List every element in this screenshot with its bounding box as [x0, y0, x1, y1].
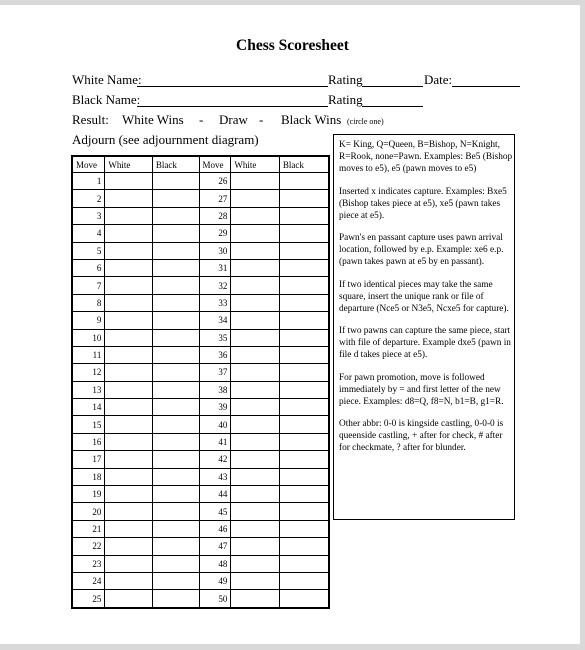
white-move-cell[interactable]	[105, 381, 153, 398]
result-separator: -	[259, 112, 264, 127]
table-row	[72, 381, 329, 398]
move-number: 28	[199, 207, 231, 224]
note-capture: Inserted x indicates capture. Examples: Bxe5 (Bishop takes piece at e5), xe5 (pawn takes piece at e5).	[339, 186, 507, 221]
white-move-cell[interactable]	[231, 486, 280, 503]
move-number: 4	[72, 225, 105, 242]
white-move-cell[interactable]	[231, 346, 280, 363]
white-move-cell[interactable]	[105, 312, 153, 329]
move-number: 47	[199, 538, 231, 555]
result-label: Result:	[72, 112, 109, 127]
black-move-cell[interactable]	[279, 590, 329, 608]
black-move-cell[interactable]	[279, 364, 329, 381]
white-move-cell[interactable]	[231, 468, 280, 485]
black-move-cell[interactable]	[152, 416, 199, 433]
white-move-cell[interactable]	[231, 190, 280, 207]
black-move-cell[interactable]	[279, 346, 329, 363]
black-wins-option[interactable]: Black Wins	[281, 112, 342, 127]
black-move-cell[interactable]	[152, 364, 199, 381]
move-number: 2	[72, 190, 105, 207]
move-number: 6	[72, 259, 105, 276]
black-move-cell[interactable]	[279, 416, 329, 433]
black-column-header: Black	[152, 156, 199, 173]
move-number: 38	[199, 381, 231, 398]
white-move-cell[interactable]	[105, 416, 153, 433]
black-move-cell[interactable]	[279, 259, 329, 276]
black-move-cell[interactable]	[152, 503, 199, 520]
black-move-cell[interactable]	[152, 190, 199, 207]
black-move-cell[interactable]	[279, 190, 329, 207]
black-move-cell[interactable]	[152, 572, 199, 589]
table-row	[72, 225, 329, 242]
white-move-cell[interactable]	[231, 277, 280, 294]
move-number: 33	[199, 294, 231, 311]
move-number: 29	[199, 225, 231, 242]
black-move-cell[interactable]	[152, 520, 199, 537]
move-number: 12	[72, 364, 105, 381]
white-move-cell[interactable]	[105, 242, 153, 259]
circle-one-hint: (circle one)	[347, 117, 384, 126]
white-move-cell[interactable]	[231, 590, 280, 608]
black-move-cell[interactable]	[279, 538, 329, 555]
move-number: 36	[199, 346, 231, 363]
white-move-cell[interactable]	[105, 572, 153, 589]
table-row	[72, 538, 329, 555]
white-move-cell[interactable]	[231, 416, 280, 433]
move-number: 42	[199, 451, 231, 468]
black-move-cell[interactable]	[279, 381, 329, 398]
move-number: 20	[72, 503, 105, 520]
black-move-cell[interactable]	[279, 329, 329, 346]
move-number: 3	[72, 207, 105, 224]
white-move-cell[interactable]	[105, 225, 153, 242]
date-field[interactable]	[452, 86, 520, 87]
white-move-cell[interactable]	[231, 520, 280, 537]
white-move-cell[interactable]	[231, 433, 280, 450]
white-move-cell[interactable]	[231, 329, 280, 346]
move-number: 8	[72, 294, 105, 311]
move-number: 27	[199, 190, 231, 207]
black-move-cell[interactable]	[152, 433, 199, 450]
black-move-cell[interactable]	[279, 486, 329, 503]
white-move-cell[interactable]	[231, 173, 280, 190]
black-move-cell[interactable]	[152, 329, 199, 346]
move-number: 23	[72, 555, 105, 572]
move-number: 31	[199, 259, 231, 276]
note-en-passant: Pawn's en passant capture uses pawn arrival location, followed by e.p. Example: xe6 e.p.(pawn takes pawn at e5 by en passant).	[339, 233, 504, 267]
black-move-cell[interactable]	[152, 399, 199, 416]
black-move-cell[interactable]	[152, 555, 199, 572]
note-disambiguation: If two identical pieces may take the same square, insert the unique rank or file of departure (Nce5 or N3e5, Ncxe5 for capture).	[339, 279, 509, 314]
white-move-cell[interactable]	[105, 503, 153, 520]
black-rating-label: Rating	[328, 92, 363, 107]
move-number: 7	[72, 277, 105, 294]
white-move-cell[interactable]	[231, 538, 280, 555]
black-move-cell[interactable]	[279, 503, 329, 520]
draw-option[interactable]: Draw	[219, 112, 248, 127]
black-move-cell[interactable]	[152, 173, 199, 190]
black-move-cell[interactable]	[279, 555, 329, 572]
black-move-cell[interactable]	[152, 381, 199, 398]
move-number: 32	[199, 277, 231, 294]
table-row	[72, 329, 329, 346]
white-move-cell[interactable]	[105, 555, 153, 572]
white-move-cell[interactable]	[105, 433, 153, 450]
white-move-cell[interactable]	[105, 590, 153, 608]
black-move-cell[interactable]	[279, 468, 329, 485]
move-number: 41	[199, 433, 231, 450]
black-move-cell[interactable]	[152, 225, 199, 242]
white-move-cell[interactable]	[105, 538, 153, 555]
move-number: 30	[199, 242, 231, 259]
table-row	[72, 520, 329, 537]
table-row	[72, 416, 329, 433]
table-row	[72, 312, 329, 329]
white-move-cell[interactable]	[231, 399, 280, 416]
black-move-cell[interactable]	[152, 312, 199, 329]
black-move-cell[interactable]	[152, 294, 199, 311]
black-move-cell[interactable]	[279, 207, 329, 224]
result-separator: -	[199, 112, 204, 127]
white-move-cell[interactable]	[105, 294, 153, 311]
move-number: 11	[72, 346, 105, 363]
move-number: 24	[72, 572, 105, 589]
white-move-cell[interactable]	[105, 364, 153, 381]
white-rating-field[interactable]	[362, 86, 423, 87]
white-column-header: White	[105, 156, 153, 173]
move-number: 15	[72, 416, 105, 433]
page-title: Chess Scoresheet	[236, 37, 349, 54]
table-row	[72, 555, 329, 572]
white-name-field[interactable]	[137, 86, 328, 87]
table-row	[72, 486, 329, 503]
white-move-cell[interactable]	[231, 451, 280, 468]
move-number: 35	[199, 329, 231, 346]
white-move-cell[interactable]	[105, 173, 153, 190]
white-move-cell[interactable]	[105, 520, 153, 537]
black-move-cell[interactable]	[152, 346, 199, 363]
black-move-cell[interactable]	[152, 468, 199, 485]
date-label: Date:	[424, 72, 453, 87]
adjourn-option[interactable]: Adjourn (see adjournment diagram)	[72, 132, 259, 147]
move-number: 48	[199, 555, 231, 572]
table-row	[72, 190, 329, 207]
black-move-cell[interactable]	[152, 538, 199, 555]
top-border	[0, 0, 585, 5]
move-number: 25	[72, 590, 105, 608]
black-name-field[interactable]	[137, 106, 328, 107]
table-row	[72, 346, 329, 363]
white-move-cell[interactable]	[231, 555, 280, 572]
white-move-cell[interactable]	[231, 225, 280, 242]
black-move-cell[interactable]	[152, 242, 199, 259]
move-number: 43	[199, 468, 231, 485]
move-number: 18	[72, 468, 105, 485]
table-row	[72, 277, 329, 294]
move-number: 9	[72, 312, 105, 329]
white-wins-option[interactable]: White Wins	[122, 112, 184, 127]
moves-table	[71, 155, 330, 609]
move-number: 45	[199, 503, 231, 520]
black-move-cell[interactable]	[279, 433, 329, 450]
table-row	[72, 173, 329, 190]
white-move-cell[interactable]	[105, 190, 153, 207]
moves-table-header	[72, 156, 329, 173]
white-move-cell[interactable]	[105, 451, 153, 468]
move-number: 22	[72, 538, 105, 555]
move-number: 37	[199, 364, 231, 381]
black-column-header: Black	[279, 156, 329, 173]
table-row	[72, 433, 329, 450]
note-piece-letters: K= King, Q=Queen, B=Bishop, N=Knight, R=Rook, none=Pawn. Examples: Be5 (Bishop moves to e5), e5 (pawn moves to e5)	[339, 140, 513, 174]
move-number: 44	[199, 486, 231, 503]
white-move-cell[interactable]	[105, 468, 153, 485]
black-move-cell[interactable]	[152, 451, 199, 468]
white-move-cell[interactable]	[231, 572, 280, 589]
black-move-cell[interactable]	[152, 277, 199, 294]
table-row	[72, 294, 329, 311]
white-move-cell[interactable]	[231, 364, 280, 381]
move-number: 49	[199, 572, 231, 589]
white-move-cell[interactable]	[105, 259, 153, 276]
right-border	[580, 0, 585, 650]
move-column-header: Move	[72, 156, 105, 173]
black-move-cell[interactable]	[279, 277, 329, 294]
white-move-cell[interactable]	[231, 503, 280, 520]
white-move-cell[interactable]	[105, 486, 153, 503]
move-number: 17	[72, 451, 105, 468]
white-move-cell[interactable]	[105, 329, 153, 346]
black-move-cell[interactable]	[279, 173, 329, 190]
black-move-cell[interactable]	[279, 294, 329, 311]
table-row	[72, 590, 329, 608]
black-move-cell[interactable]	[279, 520, 329, 537]
white-move-cell[interactable]	[105, 346, 153, 363]
black-move-cell[interactable]	[279, 572, 329, 589]
white-move-cell[interactable]	[231, 294, 280, 311]
move-number: 34	[199, 312, 231, 329]
white-rating-label: Rating	[328, 72, 363, 87]
move-number: 40	[199, 416, 231, 433]
move-number: 26	[199, 173, 231, 190]
notation-notes-box	[333, 134, 515, 520]
white-name-label: White Name:	[72, 72, 142, 87]
black-rating-field[interactable]	[362, 106, 423, 107]
move-number: 1	[72, 173, 105, 190]
table-row	[72, 572, 329, 589]
black-move-cell[interactable]	[152, 486, 199, 503]
black-move-cell[interactable]	[279, 225, 329, 242]
white-move-cell[interactable]	[231, 207, 280, 224]
white-move-cell[interactable]	[231, 312, 280, 329]
table-row	[72, 468, 329, 485]
move-number: 14	[72, 399, 105, 416]
white-move-cell[interactable]	[231, 242, 280, 259]
move-number: 21	[72, 520, 105, 537]
white-move-cell[interactable]	[231, 381, 280, 398]
black-name-label: Black Name:	[72, 92, 141, 107]
table-row	[72, 242, 329, 259]
table-row	[72, 503, 329, 520]
black-move-cell[interactable]	[152, 259, 199, 276]
white-move-cell[interactable]	[105, 399, 153, 416]
note-other-abbreviations: Other abbr: 0-0 is kingside castling, 0-0-0 is queenside castling, + after for check, # after for checkmate, ? after for blunder.	[339, 419, 504, 453]
black-move-cell[interactable]	[152, 207, 199, 224]
white-move-cell[interactable]	[105, 207, 153, 224]
table-row	[72, 399, 329, 416]
move-number: 10	[72, 329, 105, 346]
move-number: 39	[199, 399, 231, 416]
table-row	[72, 451, 329, 468]
move-number: 13	[72, 381, 105, 398]
black-move-cell[interactable]	[152, 590, 199, 608]
move-column-header: Move	[199, 156, 231, 173]
white-column-header: White	[231, 156, 280, 173]
move-number: 5	[72, 242, 105, 259]
note-pawn-capture: If two pawns can capture the same piece, start with file of departure. Example dxe5 (pawn in file d takes piece at e5).	[339, 326, 511, 360]
move-number: 50	[199, 590, 231, 608]
black-move-cell[interactable]	[279, 451, 329, 468]
note-promotion: For pawn promotion, move is followed immediately by = and first letter of the new piece. Examples: d8=Q, f8=N, b1=B, g1=R.	[339, 372, 504, 407]
black-move-cell[interactable]	[279, 399, 329, 416]
black-move-cell[interactable]	[279, 242, 329, 259]
table-row	[72, 259, 329, 276]
move-number: 46	[199, 520, 231, 537]
table-row	[72, 364, 329, 381]
black-move-cell[interactable]	[279, 312, 329, 329]
bottom-border	[0, 644, 585, 650]
white-move-cell[interactable]	[105, 277, 153, 294]
move-number: 16	[72, 433, 105, 450]
move-number: 19	[72, 486, 105, 503]
white-move-cell[interactable]	[231, 259, 280, 276]
table-row	[72, 207, 329, 224]
